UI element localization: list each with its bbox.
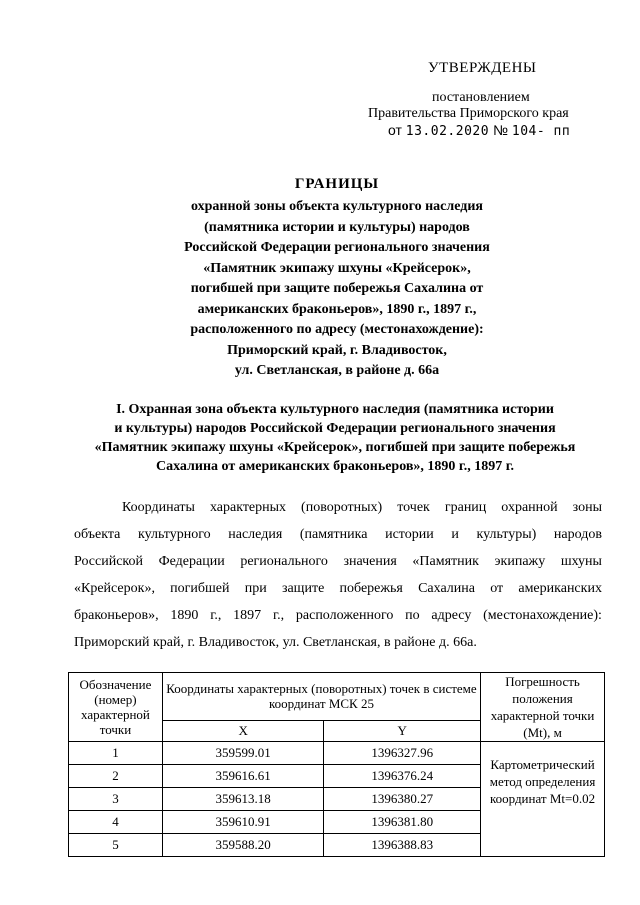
word: американских: [518, 581, 602, 596]
word: побережья: [339, 581, 403, 596]
approval-date-line: [388, 122, 570, 139]
word: Сахалина: [418, 581, 475, 596]
word: охранной: [501, 500, 558, 515]
word: и: [451, 527, 459, 542]
word: объекта: [74, 527, 121, 542]
word: браконьеров»,: [74, 608, 159, 623]
word: «Памятник: [412, 554, 479, 569]
title-line: американских браконьеров», 1890 г., 1897 г.,: [197, 301, 477, 317]
header-point: Обозначение (номер) характерной точки: [69, 673, 163, 742]
word: значения: [343, 554, 397, 569]
paragraph-line: [74, 602, 602, 629]
paragraph-line-last: Приморский край, г. Владивосток, ул. Светланская, в районе д. 66а.: [74, 635, 477, 650]
word: (памятника: [299, 527, 368, 542]
title-line: расположенного по адресу (местонахождение):: [190, 322, 484, 337]
header-x: X: [162, 720, 324, 741]
cell-method: Картометрический метод определения координат Mt=0.02: [481, 742, 605, 857]
coordinates-table: [68, 672, 605, 857]
paragraph-line: [74, 548, 602, 575]
cell-y: 1396327.96: [324, 742, 481, 765]
cell-x: 359616.61: [162, 765, 324, 788]
title-line: Приморский край, г. Владивосток,: [227, 342, 447, 358]
word: 1897: [233, 608, 262, 623]
word: от: [490, 581, 504, 596]
word: (поворотных): [301, 500, 383, 515]
section-line: «Памятник экипажу шхуны «Крейсерок», погибшей при защите побережья: [94, 440, 576, 455]
cell-y: 1396381.80: [324, 811, 481, 834]
title-main: ГРАНИЦЫ: [294, 176, 380, 192]
word: 1890: [170, 608, 199, 623]
approval-line-1: постановлением: [432, 90, 530, 105]
word: зоны: [572, 500, 602, 515]
header-coordinates: Координаты характерных (поворотных) точек в системе координат МСК 25: [162, 673, 480, 721]
title-line: погибшей при защите побережья Сахалина от: [190, 281, 484, 296]
approval-number: 104- пп: [511, 124, 571, 139]
paragraph-line: [74, 494, 602, 521]
section-line: и культуры) народов Российской Федерации регионального значения: [114, 421, 556, 436]
cell-x: 359610.91: [162, 811, 324, 834]
word: г.,: [210, 608, 222, 623]
word: Российской: [74, 554, 143, 569]
cell-x: 359588.20: [162, 834, 324, 857]
approval-line-2: Правительства Приморского края: [368, 106, 569, 121]
word: народов: [553, 527, 602, 542]
word: Федерации: [158, 554, 225, 569]
word: при: [244, 581, 267, 596]
paragraph-line: [74, 575, 602, 602]
cell-point: 3: [69, 788, 163, 811]
cell-point: 1: [69, 742, 163, 765]
title-line: ул. Светланская, в районе д. 66а: [234, 363, 440, 378]
cell-x: 359613.18: [162, 788, 324, 811]
word: (местонахождение):: [483, 608, 602, 623]
number-sign: №: [492, 122, 508, 138]
body-paragraph: [74, 494, 602, 656]
word: Координаты: [122, 500, 195, 515]
cell-y: 1396388.83: [324, 834, 481, 857]
word: границ: [444, 500, 487, 515]
title-line: (памятника истории и культуры) народов: [204, 219, 470, 235]
word: культурного: [137, 527, 211, 542]
header-error: Погрешность положения характерной точки (Mt), м: [481, 673, 605, 742]
cell-x: 359599.01: [162, 742, 324, 765]
section-line: I. Охранная зона объекта культурного наследия (памятника истории: [116, 402, 554, 417]
word: наследия: [228, 527, 283, 542]
section-line: Сахалина от американских браконьеров», 1890 г., 1897 г.: [155, 459, 514, 474]
paragraph-line: [74, 521, 602, 548]
word: «Крейсерок»,: [74, 581, 155, 596]
word: защите: [281, 581, 325, 596]
word: истории: [385, 527, 434, 542]
section-heading: [65, 400, 605, 476]
title-line: Российской Федерации регионального значения: [184, 240, 490, 255]
word: характерных: [209, 500, 287, 515]
title-line: охранной зоны объекта культурного наследия: [190, 199, 483, 214]
word: г.,: [272, 608, 285, 623]
cell-y: 1396380.27: [324, 788, 481, 811]
cell-point: 2: [69, 765, 163, 788]
word: погибшей: [170, 581, 230, 596]
word: адресу: [431, 608, 472, 623]
cell-point: 5: [69, 834, 163, 857]
cell-y: 1396376.24: [324, 765, 481, 788]
table-row: [69, 742, 605, 765]
word: экипажу: [494, 554, 546, 569]
word: регионального: [240, 554, 328, 569]
document-title: [150, 176, 524, 382]
word: точек: [397, 500, 430, 515]
approval-date: 13.02.2020: [405, 124, 490, 139]
word: шхуны: [560, 554, 602, 569]
header-y: Y: [324, 720, 481, 741]
word: расположенного: [295, 608, 394, 623]
approval-title: УТВЕРЖДЕНЫ: [428, 60, 537, 76]
word: по: [405, 608, 420, 623]
approval-from: от: [388, 122, 402, 138]
word: культуры): [476, 527, 537, 542]
title-line: «Памятник экипажу шхуны «Крейсерок»,: [203, 260, 471, 276]
cell-point: 4: [69, 811, 163, 834]
